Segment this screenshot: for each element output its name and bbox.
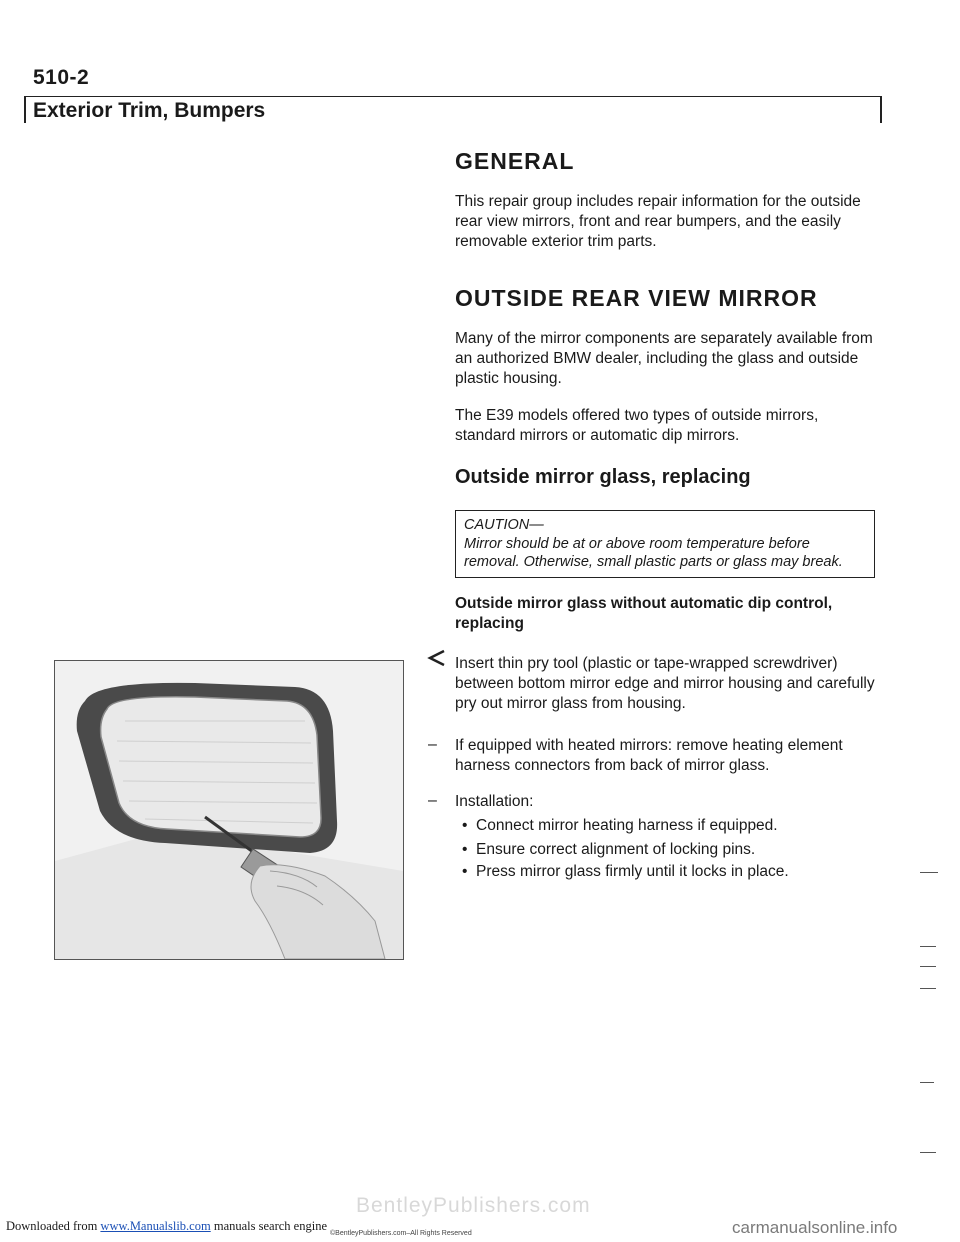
installation-bullet: • Connect mirror heating harness if equipped. bbox=[462, 817, 778, 834]
scan-edge-mark bbox=[920, 1152, 936, 1153]
heading-mirror-glass: Outside mirror glass, replacing bbox=[455, 466, 751, 488]
installation-bullet-text: Press mirror glass firmly until it locks in place. bbox=[476, 863, 789, 880]
heading-general: GENERAL bbox=[455, 148, 575, 174]
scan-edge-mark bbox=[920, 966, 936, 967]
subheading-no-dip-control: Outside mirror glass without automatic dip control, replacing bbox=[455, 595, 833, 632]
copyright-notice: ©BentleyPublishers.com–All Rights Reserved bbox=[330, 1230, 472, 1237]
step-1-text: Insert thin pry tool (plastic or tape-wrapped screwdriver) between bottom mirror edge and mirror housing and carefully pry out mirror glass from housing. bbox=[455, 655, 875, 712]
left-arrow-icon bbox=[426, 647, 448, 674]
publisher-watermark: BentleyPublishers.com bbox=[356, 1194, 591, 1217]
installation-bullet-text: Ensure correct alignment of locking pins. bbox=[476, 841, 756, 858]
caution-box bbox=[455, 510, 875, 578]
download-suffix: manuals search engine bbox=[210, 1219, 327, 1233]
installation-bullet-text: Connect mirror heating harness if equipped. bbox=[476, 817, 778, 834]
step-3-text: Installation: bbox=[455, 793, 534, 810]
step-3-dash: – bbox=[428, 792, 437, 809]
manualslib-link[interactable]: www.Manualslib.com bbox=[100, 1219, 211, 1233]
download-prefix: Downloaded from bbox=[6, 1219, 101, 1233]
page-number: 510-2 bbox=[33, 66, 90, 89]
mirror-paragraph-1: Many of the mirror components are separately available from an authorized BMW dealer, including the glass and outside plastic housing. bbox=[455, 330, 873, 387]
step-2-text: If equipped with heated mirrors: remove heating element harness connectors from back of mirror glass. bbox=[455, 737, 843, 774]
caution-text: Mirror should be at or above room temperature before removal. Otherwise, small plastic parts or glass may break. bbox=[464, 536, 843, 570]
scan-edge-mark bbox=[920, 946, 936, 947]
installation-bullet: • Press mirror glass firmly until it locks in place. bbox=[462, 863, 789, 880]
scan-edge-mark bbox=[920, 872, 938, 873]
mirror-removal-photo bbox=[54, 660, 404, 960]
section-title: Exterior Trim, Bumpers bbox=[33, 99, 266, 122]
caution-title: CAUTION— bbox=[464, 517, 544, 533]
installation-bullet: • Ensure correct alignment of locking pins. bbox=[462, 841, 756, 858]
scan-edge-mark bbox=[920, 1082, 934, 1083]
heading-outside-mirror: OUTSIDE REAR VIEW MIRROR bbox=[455, 285, 818, 311]
site-watermark: carmanualsonline.info bbox=[732, 1218, 898, 1237]
step-2-dash: – bbox=[428, 736, 437, 753]
mirror-paragraph-2: The E39 models offered two types of outside mirrors, standard mirrors or automatic dip mirrors. bbox=[455, 407, 819, 444]
scan-edge-mark bbox=[920, 988, 936, 989]
download-notice bbox=[6, 1219, 327, 1234]
general-paragraph: This repair group includes repair information for the outside rear view mirrors, front and rear bumpers, and the easily removable exterior trim parts. bbox=[455, 193, 861, 250]
